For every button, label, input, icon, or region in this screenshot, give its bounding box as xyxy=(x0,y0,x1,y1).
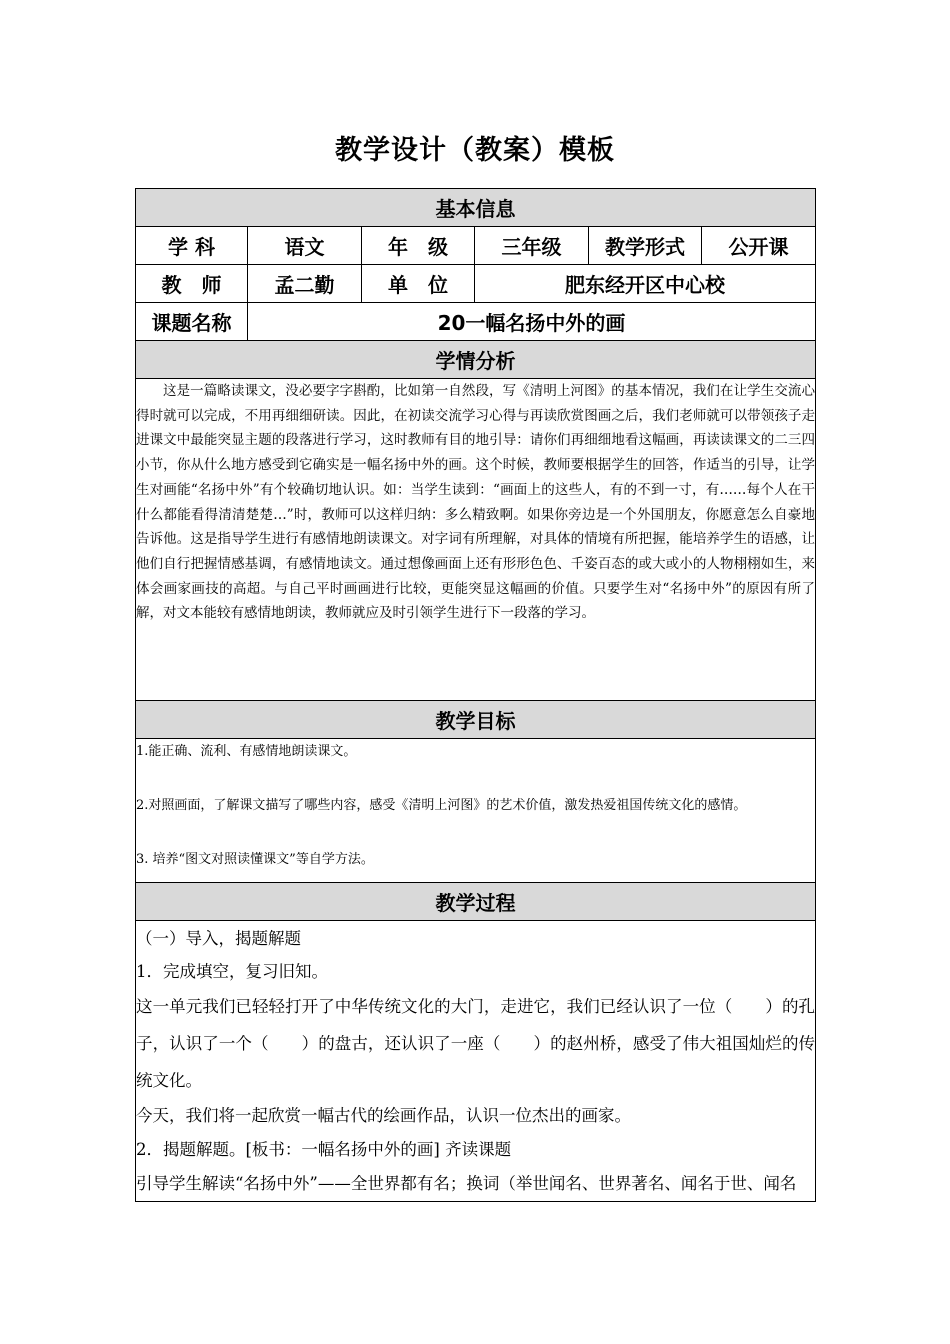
process-content xyxy=(136,921,816,1202)
unit-label: 单 位 xyxy=(362,265,475,303)
process-line-4: 今天，我们将一起欣赏一幅古代的绘画作品，认识一位杰出的画家。 xyxy=(136,1106,631,1125)
teacher-label: 教 师 xyxy=(136,265,248,303)
page-title: 教学设计（教案）模板 xyxy=(335,135,615,166)
subject-value: 语文 xyxy=(248,227,362,265)
teacher-value: 孟二勤 xyxy=(248,265,362,303)
grade-label: 年 级 xyxy=(362,227,475,265)
topic-value: 20一幅名扬中外的画 xyxy=(248,303,816,341)
lesson-plan-table xyxy=(135,188,816,1202)
goal-item-1: 1.能正确、流利、有感情地朗读课文。 xyxy=(136,744,357,759)
goal-item-2: 2.对照画面，了解课文描写了哪些内容，感受《清明上河图》的艺术价值，激发热爱祖国传统文化的感情。 xyxy=(136,798,747,813)
process-line-2: 1．完成填空，复习旧知。 xyxy=(136,962,328,981)
process-line-1: （一）导入，揭题解题 xyxy=(136,929,301,948)
process-line-6: 引导学生解读“名扬中外”——全世界都有名；换词（举世闻名、世界著名、闻名于世、闻名 xyxy=(136,1174,797,1193)
process-line-3: 这一单元我们已轻轻打开了中华传统文化的大门，走进它，我们已经认识了一位（ ）的孔子，认识了一个（ ）的盘古，还认识了一座（ ）的赵州桥，感受了伟大祖国灿烂的传统文化。 xyxy=(136,997,815,1090)
goal-item-3: 3. 培养“图文对照读懂课文”等自学方法。 xyxy=(136,852,374,867)
analysis-header: 学情分析 xyxy=(136,341,816,379)
goals-header: 教学目标 xyxy=(136,701,816,739)
goals-list xyxy=(136,739,816,883)
analysis-text: 这是一篇略读课文，没必要字字斟酌，比如第一自然段，写《清明上河图》的基本情况，我们在让学生交流心得时就可以完成，不用再细细研读。因此，在初读交流学习心得与再读欣赏图画之后，我们老师就可以带领孩子走进课文中最能突显主题的段落进行学习，这时教师有目的地引导：请你们再细细地看这幅画，再读读课文的二三四小节，你从什么地方感受到它确实是一幅名扬中外的画。这个时候，教师要根据学生的回答，作适当的引导，让学生对画能“名扬中外”有个较确切地认识。如：当学生读到：“画面上的这些人，有的不到一寸，有……每个人在干什么都能看得清清楚楚…”时，教师可以这样归纳：多么精致啊。如果你旁边是一个外国朋友，你愿意怎么自豪地告诉他。这是指导学生进行有感情地朗读课文。对字词有所理解，对具体的情境有所把握，能培养学生的语感，让他们自行把握情感基调，有感情地读文。通过想像画面上还有形形色色、千姿百态的或大或小的人物栩栩如生，来体会画家画技的高超。与自己平时画画进行比较，更能突显这幅画的价值。只要学生对“名扬中外”的原因有所了解，对文本能较有感情地朗读，教师就应及时引领学生进行下一段落的学习。 xyxy=(136,379,816,701)
teaching-form-label: 教学形式 xyxy=(589,227,702,265)
process-line-5: 2．揭题解题。[板书：一幅名扬中外的画] 齐读课题 xyxy=(136,1140,512,1159)
process-header: 教学过程 xyxy=(136,883,816,921)
basic-info-header: 基本信息 xyxy=(136,189,816,227)
grade-value: 三年级 xyxy=(475,227,589,265)
unit-value: 肥东经开区中心校 xyxy=(475,265,816,303)
topic-label: 课题名称 xyxy=(136,303,248,341)
subject-label: 学 科 xyxy=(136,227,248,265)
teaching-form-value: 公开课 xyxy=(702,227,816,265)
